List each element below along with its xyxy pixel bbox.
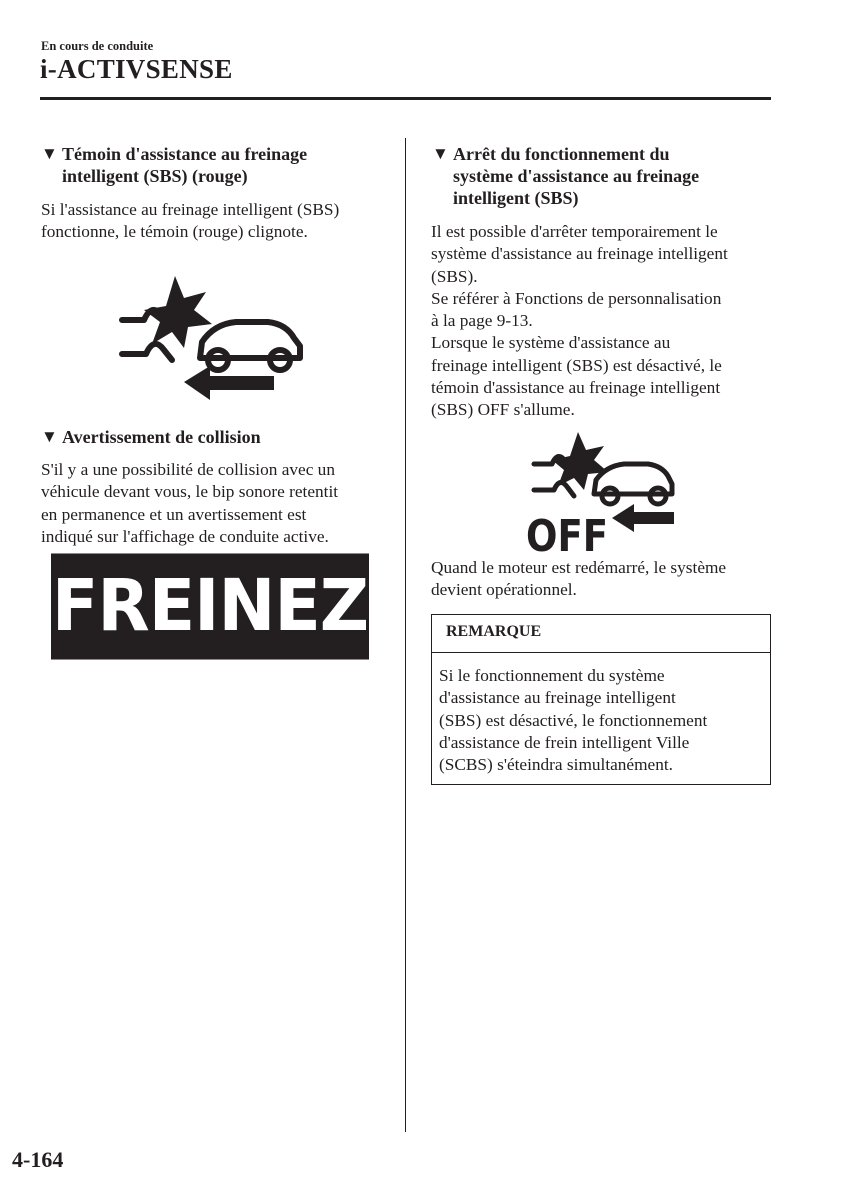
restart-text: [431, 557, 726, 602]
remarque-header: [432, 615, 770, 653]
heading-line: Témoin d'assistance au freinage: [62, 144, 308, 164]
text-line: S'il y a une possibilité de collision avec un: [41, 460, 335, 479]
text-line: d'assistance de frein intelligent Ville: [439, 732, 690, 752]
text-line: (SBS) OFF s'allume.: [431, 400, 575, 420]
heading-sbs-indicator: [41, 143, 391, 187]
column-divider: [405, 138, 406, 1132]
text-line: système d'assistance au freinage intelligent: [431, 244, 728, 264]
heading-sbs-stop: [432, 143, 772, 209]
text-line: véhicule devant vous, le bip sonore retentit: [41, 482, 339, 502]
text-line: Quand le moteur est redémarré, le système: [431, 558, 727, 577]
text-line: Si le fonctionnement du système: [439, 666, 665, 685]
heading-line: Arrêt du fonctionnement du: [453, 144, 670, 164]
text-line: d'assistance au freinage intelligent: [439, 688, 676, 708]
text-line: indiqué sur l'affichage de conduite active.: [41, 526, 329, 546]
sbs-indicator-text: [41, 199, 339, 244]
collision-warning-text: [41, 459, 338, 548]
freinez-display: FREINEZ !: [51, 553, 369, 659]
text-line: Lorsque le système d'assistance au: [431, 333, 671, 353]
text-line: freinage intelligent (SBS) est désactivé, le: [431, 355, 722, 375]
text-line: (SBS) est désactivé, le fonctionnement: [439, 710, 708, 730]
triangle-down-icon: ▼: [432, 144, 449, 163]
remarque-text: [439, 665, 707, 776]
text-line: à la page 9-13.: [431, 311, 533, 331]
heading-collision-warning: [41, 426, 391, 448]
heading-line: système d'assistance au freinage: [453, 166, 700, 186]
text-line: (SBS).: [431, 266, 478, 286]
remarque-box: [431, 614, 771, 785]
text-line: Si l'assistance au freinage intelligent (SBS): [41, 200, 340, 219]
remarque-title: REMARQUE: [446, 623, 542, 640]
heading-line: intelligent (SBS): [453, 188, 579, 208]
heading-line: Avertissement de collision: [62, 427, 261, 447]
heading-line: intelligent (SBS) (rouge): [62, 166, 248, 186]
triangle-down-icon: ▼: [41, 427, 58, 446]
sbs-stop-text: [431, 221, 728, 422]
page-number: 4-164: [12, 1147, 64, 1172]
header-rule: [40, 97, 771, 100]
section-label: En cours de conduite: [41, 39, 154, 53]
sbs-warning-icon: [118, 272, 308, 407]
text-line: témoin d'assistance au freinage intelligent: [431, 378, 721, 398]
sbs-off-icon: [526, 430, 678, 554]
text-line: devient opérationnel.: [431, 580, 577, 600]
text-line: (SCBS) s'éteindra simultanément.: [439, 755, 673, 775]
text-line: fonctionne, le témoin (rouge) clignote.: [41, 222, 308, 242]
text-line: Il est possible d'arrêter temporairement le: [431, 222, 718, 241]
text-line: Se référer à Fonctions de personnalisation: [431, 288, 722, 308]
text-line: en permanence et un avertissement est: [41, 504, 307, 524]
off-label: OFF: [526, 511, 608, 554]
page-title: i-ACTIVSENSE: [40, 54, 233, 84]
triangle-down-icon: ▼: [41, 144, 58, 163]
